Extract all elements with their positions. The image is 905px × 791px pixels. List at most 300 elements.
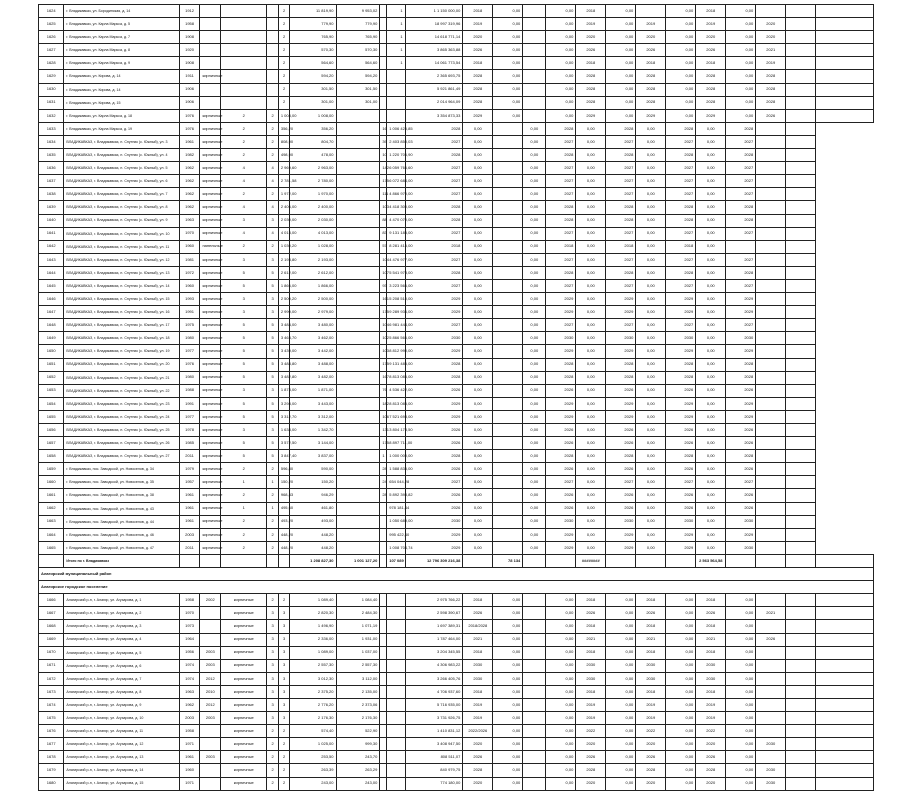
table-cell: 0,00 <box>726 44 756 57</box>
table-cell: 3 480,00 <box>290 319 336 332</box>
table-cell <box>278 554 290 567</box>
table-cell: 1981 <box>179 253 200 266</box>
table-cell: 2019 <box>636 698 666 711</box>
address-cell: ВЛАДИКАВКАЗ, г. Владикавказ, п. Спутник (с. Южный), ул. 14 <box>64 279 179 292</box>
address-cell: г. Владикавказ, ул. Карла Маркса, д. 9 <box>64 57 179 70</box>
table-cell: 2028 <box>756 96 786 109</box>
table-cell <box>786 502 816 515</box>
table-cell: 28 <box>380 463 387 476</box>
table-cell <box>786 122 816 135</box>
table-cell: 0,00 <box>636 279 666 292</box>
table-cell: 0,00 <box>696 489 726 502</box>
table-cell: 2030 <box>756 738 786 751</box>
table-cell <box>523 57 546 70</box>
table-cell: 2027 <box>405 476 463 489</box>
table-cell <box>816 57 874 70</box>
table-cell: 2026 <box>546 424 576 437</box>
table-cell: 5 <box>267 345 279 358</box>
table-cell: 0,00 <box>696 175 726 188</box>
table-cell: 0,00 <box>696 279 726 292</box>
table-cell: 2020 <box>576 777 606 790</box>
table-cell <box>786 528 816 541</box>
table-cell: 2018 <box>636 685 666 698</box>
table-cell: 2 403 850,03 <box>387 135 405 148</box>
table-cell <box>493 437 523 450</box>
table-cell <box>200 57 221 70</box>
table-cell <box>387 698 405 711</box>
table-cell: 1962 <box>179 188 200 201</box>
address-cell: Алагирский р-н, г. Алагир, ул. Агузарова, д. 2 <box>64 607 179 620</box>
table-cell: 0,00 <box>726 83 756 96</box>
address-cell: ВЛАДИКАВКАЗ, г. Владикавказ, п. Спутник (с. Южный), ул. 15 <box>64 293 179 306</box>
table-cell <box>756 253 786 266</box>
table-cell: 2028 <box>463 70 493 83</box>
table-cell: 2 <box>221 240 267 253</box>
table-cell: 0,00 <box>493 751 523 764</box>
table-cell: 0,00 <box>726 685 756 698</box>
table-cell: 0,00 <box>523 240 546 253</box>
table-cell: кирпичные <box>200 528 221 541</box>
table-cell <box>786 620 816 633</box>
table-row <box>39 633 874 646</box>
table-cell: 2026 <box>576 44 606 57</box>
table-cell: 2030 <box>756 777 786 790</box>
table-row <box>39 777 874 790</box>
table-cell: 0,00 <box>463 502 493 515</box>
table-cell <box>387 620 405 633</box>
table-cell: 0,00 <box>523 214 546 227</box>
table-cell: 1665 <box>39 541 64 554</box>
table-cell: 0,00 <box>576 266 606 279</box>
table-cell: 2018 <box>463 646 493 659</box>
table-cell: 3 <box>267 620 279 633</box>
table-cell <box>756 620 786 633</box>
table-cell: 3 837,00 <box>290 450 336 463</box>
table-cell: 1649 <box>39 332 64 345</box>
table-cell: 2026 <box>666 463 696 476</box>
address-cell: ВЛАДИКАВКАЗ, г. Владикавказ, п. Спутник (с. Южный), ул. 16 <box>64 306 179 319</box>
table-cell: 2029 <box>726 410 756 423</box>
table-cell: 1 970,00 <box>290 188 336 201</box>
table-cell <box>756 698 786 711</box>
table-cell: 3 <box>278 698 290 711</box>
table-cell: 1977 <box>179 410 200 423</box>
table-cell <box>380 31 387 44</box>
table-cell <box>493 227 523 240</box>
table-cell <box>493 450 523 463</box>
table-cell: 0,00 <box>493 672 523 685</box>
table-cell: 3 <box>267 253 279 266</box>
table-cell <box>200 764 221 777</box>
table-cell: 5 <box>221 437 267 450</box>
table-cell: 1656 <box>39 424 64 437</box>
table-cell <box>606 554 636 567</box>
table-cell <box>200 607 221 620</box>
table-cell: 1958 <box>179 725 200 738</box>
table-cell: 0,00 <box>696 437 726 450</box>
table-cell: 2029 <box>405 528 463 541</box>
table-cell: 0,00 <box>546 712 576 725</box>
table-cell: 2029 <box>726 345 756 358</box>
table-cell <box>387 725 405 738</box>
table-cell: 2028 <box>696 96 726 109</box>
table-cell: 4 306 983,22 <box>405 659 463 672</box>
table-cell: 2026 <box>756 109 786 122</box>
table-cell <box>380 725 387 738</box>
table-cell: 0,00 <box>463 476 493 489</box>
address-cell: ВЛАДИКАВКАЗ, г. Владикавказ, п. Спутник (с. Южный), ул. 4 <box>64 149 179 162</box>
table-cell: 5 921 861,49 <box>405 83 463 96</box>
table-cell: 2 <box>267 764 279 777</box>
table-cell: 2028 <box>666 266 696 279</box>
table-cell: 0,00 <box>463 384 493 397</box>
table-cell: 2003 <box>200 751 221 764</box>
table-cell: 3 <box>221 306 267 319</box>
table-cell: 1 089,40 <box>290 594 336 607</box>
table-cell: 0,00 <box>493 31 523 44</box>
table-row <box>39 293 874 306</box>
table-cell: 0,00 <box>726 777 756 790</box>
table-cell: кирпичные <box>200 149 221 162</box>
table-cell: 0,00 <box>493 57 523 70</box>
address-cell: ВЛАДИКАВКАЗ, г. Владикавказ, п. Спутник (с. Южный), ул. 12 <box>64 253 179 266</box>
table-cell: 0,00 <box>726 738 756 751</box>
table-cell: 2027 <box>726 162 756 175</box>
table-cell: 5 <box>267 266 279 279</box>
table-row <box>39 44 874 57</box>
table-cell: 2026 <box>696 44 726 57</box>
table-cell: 3 <box>267 293 279 306</box>
table-cell: 2018 <box>696 594 726 607</box>
table-cell <box>756 725 786 738</box>
table-cell <box>786 541 816 554</box>
table-cell: 0,00 <box>493 620 523 633</box>
table-cell: 0,00 <box>463 227 493 240</box>
table-cell: 263,29 <box>336 764 380 777</box>
table-cell: 2 <box>267 738 279 751</box>
table-cell: 2 014 964,09 <box>405 96 463 109</box>
table-cell <box>756 293 786 306</box>
table-cell <box>786 764 816 777</box>
table-cell: 2026 <box>606 489 636 502</box>
table-cell: 2 <box>278 738 290 751</box>
table-cell <box>756 424 786 437</box>
table-cell: 8 813 085,00 <box>387 397 405 410</box>
table-cell: 28 <box>380 489 387 502</box>
table-cell: кирпичные <box>221 607 267 620</box>
table-cell: 0,00 <box>493 685 523 698</box>
table-cell: 1908 <box>179 57 200 70</box>
table-cell <box>523 698 546 711</box>
table-cell: 590,00 <box>290 463 336 476</box>
table-cell: 2029 <box>606 293 636 306</box>
table-cell: 0,00 <box>463 162 493 175</box>
table-cell <box>756 306 786 319</box>
table-cell: 2026 <box>726 463 756 476</box>
table-cell <box>816 672 874 685</box>
table-cell: 2 030,00 <box>278 214 290 227</box>
address-cell: Алагирский р-н, г. Алагир, ул. Агузарова, д. 3 <box>64 620 179 633</box>
table-cell: 2019 <box>576 698 606 711</box>
table-cell <box>786 489 816 502</box>
table-cell: 1636 <box>39 162 64 175</box>
table-cell: 2026 <box>405 502 463 515</box>
table-cell: 2026 <box>666 424 696 437</box>
table-cell: 0,00 <box>726 594 756 607</box>
table-cell: 596,80 <box>278 463 290 476</box>
table-cell: 1974 <box>179 659 200 672</box>
table-cell: 0,00 <box>546 777 576 790</box>
table-body <box>39 5 874 791</box>
table-cell: 103 <box>380 201 387 214</box>
table-cell <box>380 672 387 685</box>
table-cell: 2 373,06 <box>336 698 380 711</box>
table-cell <box>387 685 405 698</box>
table-cell: кирпичные <box>221 698 267 711</box>
table-cell: 76 <box>380 384 387 397</box>
table-cell: кирпичные <box>200 489 221 502</box>
table-cell <box>756 554 786 567</box>
table-cell: 0,00 <box>606 738 636 751</box>
table-cell <box>756 384 786 397</box>
table-cell: 0,00 <box>523 489 546 502</box>
table-cell: 1 028,00 <box>290 240 336 253</box>
table-cell: 3 865 363,88 <box>405 44 463 57</box>
table-cell: 1627 <box>39 44 64 57</box>
table-cell: 2026 <box>405 463 463 476</box>
table-cell: 594,20 <box>290 70 336 83</box>
table-cell <box>786 463 816 476</box>
table-cell: 2 975 766,22 <box>405 594 463 607</box>
table-cell: 0,00 <box>463 489 493 502</box>
table-cell: 2026 <box>636 607 666 620</box>
table-cell: 2027 <box>405 175 463 188</box>
table-cell <box>786 672 816 685</box>
table-cell <box>493 319 523 332</box>
table-cell: 1 208 827,30 <box>290 554 336 567</box>
table-row <box>39 698 874 711</box>
table-cell: 3 <box>278 659 290 672</box>
table-cell: 1 <box>387 18 405 31</box>
table-cell: 2 <box>267 528 279 541</box>
table-cell: 978 181,44 <box>387 502 405 515</box>
table-cell: 0,00 <box>546 738 576 751</box>
table-cell <box>786 18 816 31</box>
table-cell: 0,00 <box>493 725 523 738</box>
table-cell: 0,00 <box>463 437 493 450</box>
table-cell: 2029 <box>606 541 636 554</box>
table-cell: 0,00 <box>463 358 493 371</box>
table-cell: 2002 <box>200 594 221 607</box>
table-cell: 2029 <box>405 397 463 410</box>
table-cell: 2029 <box>666 541 696 554</box>
table-cell <box>221 44 267 57</box>
table-cell: 2 375,20 <box>290 685 336 698</box>
table-cell: 0,00 <box>666 751 696 764</box>
table-cell: 2029 <box>606 528 636 541</box>
table-cell: 1667 <box>39 607 64 620</box>
address-cell: г. Владикавказ, ул. Карла Маркса, д. 5 <box>64 18 179 31</box>
table-cell <box>336 463 380 476</box>
table-cell: 0,00 <box>726 646 756 659</box>
table-cell: 2029 <box>405 410 463 423</box>
table-cell: 0,00 <box>726 96 756 109</box>
table-cell: 2018 <box>696 5 726 18</box>
table-cell <box>816 777 874 790</box>
table-cell: 0,00 <box>523 424 546 437</box>
table-cell: 0,00 <box>576 489 606 502</box>
table-cell <box>493 214 523 227</box>
table-row <box>39 384 874 397</box>
table-cell <box>786 725 816 738</box>
table-cell: 3 463,70 <box>278 332 290 345</box>
table-cell: 493,00 <box>290 515 336 528</box>
table-cell <box>200 620 221 633</box>
table-cell: 0,00 <box>726 698 756 711</box>
table-cell <box>523 70 546 83</box>
table-cell: 2027 <box>606 319 636 332</box>
table-cell: 1624 <box>39 5 64 18</box>
table-cell <box>336 437 380 450</box>
table-cell <box>336 253 380 266</box>
table-cell: 0,00 <box>606 685 636 698</box>
table-cell <box>756 332 786 345</box>
table-cell <box>336 227 380 240</box>
table-cell: 0,00 <box>726 57 756 70</box>
table-cell: 0,00 <box>666 31 696 44</box>
table-cell <box>786 515 816 528</box>
table-cell <box>523 764 546 777</box>
table-cell <box>387 96 405 109</box>
table-cell: 2012 <box>200 672 221 685</box>
table-cell <box>756 214 786 227</box>
table-cell: 9 131 485,00 <box>387 358 405 371</box>
table-row <box>39 345 874 358</box>
table-cell: 243,00 <box>290 777 336 790</box>
table-cell: 1 873,00 <box>278 384 290 397</box>
table-cell: 9 131 185,00 <box>387 227 405 240</box>
table-row <box>39 135 874 148</box>
table-cell: 2029 <box>726 528 756 541</box>
table-cell <box>816 18 874 31</box>
table-cell: кирпичные <box>200 109 221 122</box>
table-cell: 2 612,00 <box>278 266 290 279</box>
table-cell: 765,90 <box>290 31 336 44</box>
table-cell <box>336 502 380 515</box>
table-cell: 1676 <box>39 725 64 738</box>
table-cell: 1974 <box>179 672 200 685</box>
table-cell: 2030 <box>405 332 463 345</box>
table-row <box>39 201 874 214</box>
table-cell: 570,30 <box>336 44 380 57</box>
table-cell <box>523 607 546 620</box>
table-cell: 2003 <box>200 659 221 672</box>
table-cell: 2018/2028 <box>463 620 493 633</box>
table-cell: 2026 <box>726 384 756 397</box>
table-cell: 0,00 <box>606 751 636 764</box>
table-cell: 448,20 <box>278 528 290 541</box>
table-cell <box>816 725 874 738</box>
table-cell <box>756 266 786 279</box>
table-cell: 2029 <box>606 397 636 410</box>
table-cell: 2028 <box>405 266 463 279</box>
table-cell: 1 008,00 <box>278 109 290 122</box>
table-cell: 2026 <box>726 502 756 515</box>
table-cell: 2026 <box>546 437 576 450</box>
table-cell: кирпичные <box>200 253 221 266</box>
table-cell: 2029 <box>546 306 576 319</box>
table-cell: 4 470 070,00 <box>387 214 405 227</box>
table-cell <box>336 135 380 148</box>
table-cell: 2028 <box>405 450 463 463</box>
table-cell: 2026 <box>726 437 756 450</box>
table-cell: 1963 <box>179 685 200 698</box>
table-cell: 2021 <box>696 633 726 646</box>
table-cell: 0,00 <box>726 712 756 725</box>
table-cell: 5 <box>267 358 279 371</box>
table-cell: 3 482,00 <box>290 371 336 384</box>
table-cell: 448,20 <box>278 541 290 554</box>
table-cell: кирпичные <box>221 633 267 646</box>
table-cell: 2027 <box>606 279 636 292</box>
table-cell: 1912 <box>179 5 200 18</box>
table-cell: 2 030,00 <box>290 214 336 227</box>
table-cell: 2026 <box>463 751 493 764</box>
table-cell: 2018 <box>463 5 493 18</box>
table-cell: 142 <box>380 162 387 175</box>
table-cell: 0,00 <box>523 227 546 240</box>
table-cell <box>267 554 279 567</box>
table-cell: 2027 <box>726 279 756 292</box>
table-cell: 2029 <box>546 528 576 541</box>
table-cell: кирпичные <box>200 319 221 332</box>
table-cell: 2030 <box>726 332 756 345</box>
table-cell: 2029 <box>405 541 463 554</box>
table-cell: 1635 <box>39 149 64 162</box>
table-cell: 167 <box>380 371 387 384</box>
table-cell: 2018 <box>405 240 463 253</box>
table-cell: 0,00 <box>726 70 756 83</box>
table-cell: 2 <box>278 31 290 44</box>
table-cell: 0,00 <box>463 214 493 227</box>
table-cell <box>221 57 267 70</box>
table-cell: 2029 <box>546 293 576 306</box>
table-cell <box>336 384 380 397</box>
table-cell <box>756 162 786 175</box>
table-cell: 2030 <box>666 515 696 528</box>
table-cell: 1679 <box>39 764 64 777</box>
table-cell: 0,00 <box>726 659 756 672</box>
table-cell: 2027 <box>666 319 696 332</box>
table-cell: 2027 <box>726 319 756 332</box>
table-cell: 5 <box>267 332 279 345</box>
section-row <box>39 568 874 581</box>
table-cell: 2018 <box>576 685 606 698</box>
table-row <box>39 672 874 685</box>
table-cell: 0,00 <box>523 345 546 358</box>
table-cell: 83 <box>380 227 387 240</box>
table-cell <box>786 293 816 306</box>
table-cell: 2028 <box>666 149 696 162</box>
address-cell: г. Владикавказ, пос. Заводской, ул. Новоселов, д. 44 <box>64 515 179 528</box>
table-cell: 0,00 <box>576 306 606 319</box>
table-cell: 2018 <box>666 240 696 253</box>
table-row <box>39 70 874 83</box>
table-cell <box>786 397 816 410</box>
table-cell: 0,00 <box>696 162 726 175</box>
table-cell <box>816 620 874 633</box>
table-cell: 2030 <box>726 541 756 554</box>
